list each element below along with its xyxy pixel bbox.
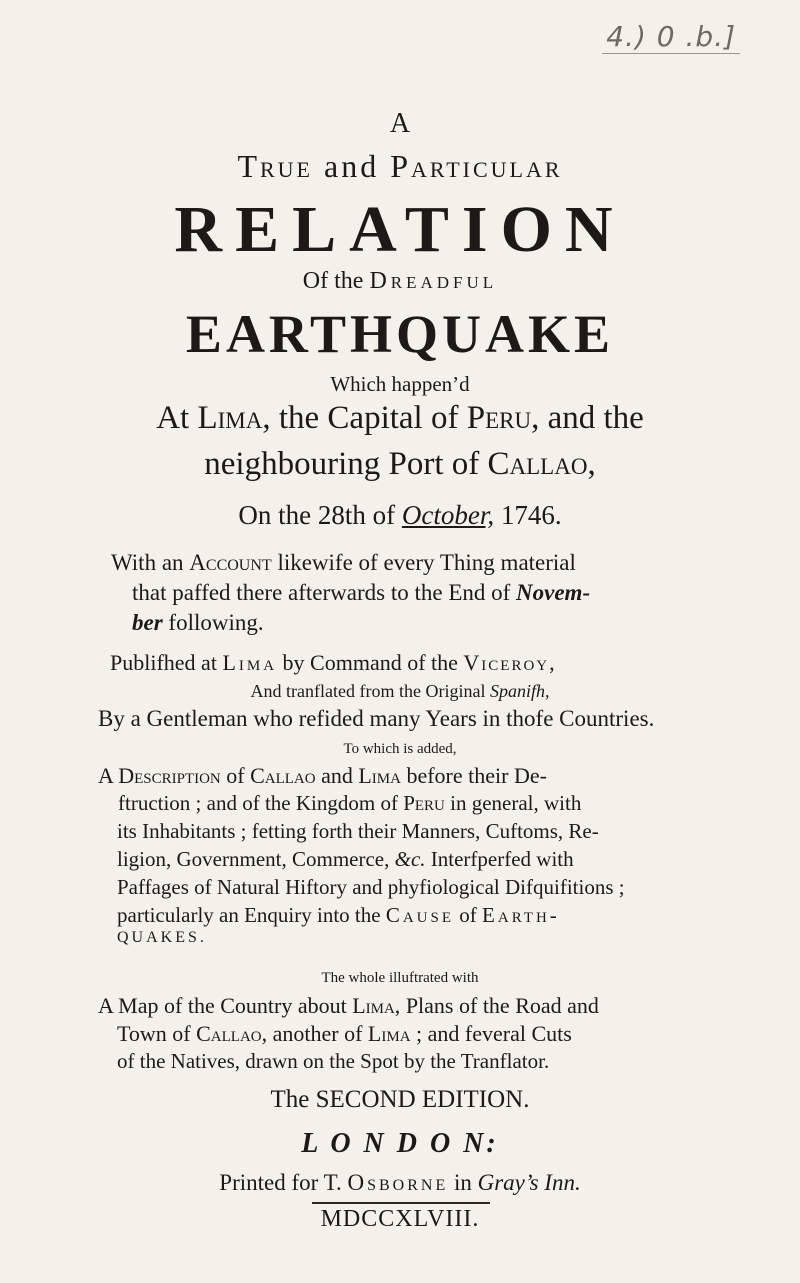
illus-line-1 xyxy=(98,993,599,1019)
added-earth: Earth- xyxy=(482,903,560,927)
added-etc: &c. xyxy=(394,847,426,871)
publish-by-command: by Command of the xyxy=(282,650,458,675)
added-intro: To which is added, xyxy=(343,741,457,757)
title-place-line xyxy=(0,400,800,437)
publish-line-2 xyxy=(0,681,800,702)
added-line-2 xyxy=(118,791,581,816)
illus-lima: Lima, xyxy=(352,993,401,1018)
illus-cuts: ; and feveral Cuts xyxy=(416,1021,572,1046)
title-true: True xyxy=(237,148,313,184)
imprint-printed-line xyxy=(0,1170,800,1196)
title-and-the: and the xyxy=(547,400,644,436)
publish-line-3: By a Gentleman who refided many Years in thofe Countries. xyxy=(98,706,655,731)
title-dreadful: Dreadful xyxy=(369,268,498,294)
shelfmark: 4.) 0 .b.] xyxy=(602,20,740,54)
added-interfperfed: Interfperfed with xyxy=(430,847,574,871)
title-capital-of: the Capital of xyxy=(278,400,459,436)
illus-lima-2: Lima xyxy=(367,1021,411,1046)
imprint-year: MDCCXLVIII. xyxy=(320,1206,480,1232)
added-of-2: of xyxy=(459,903,477,927)
account-that-paffed: that paffed there afterwards to the End of xyxy=(132,580,511,605)
illus-line-2 xyxy=(117,1021,572,1047)
account-line-3 xyxy=(132,610,264,636)
imprint-city: L O N D O N: xyxy=(301,1128,499,1159)
added-description: Description xyxy=(118,763,221,788)
imprint-printer: Osborne xyxy=(347,1170,449,1195)
imprint-rule xyxy=(312,1202,490,1204)
account-following: following. xyxy=(168,610,264,635)
imprint-printed-for: Printed for T. xyxy=(219,1170,342,1195)
account-with-an: With an xyxy=(111,550,184,575)
account-line-2 xyxy=(132,580,590,606)
illus-town-of: Town of xyxy=(117,1021,191,1046)
added-of: of xyxy=(226,763,245,788)
title-relation: RELATION xyxy=(174,193,626,266)
title-callao: Callao, xyxy=(487,446,596,482)
account-ber: ber xyxy=(132,610,163,635)
edition: The SECOND EDITION. xyxy=(270,1086,530,1113)
added-and: and xyxy=(321,763,353,788)
title-article: A xyxy=(389,108,411,139)
added-peru: Peru xyxy=(403,791,445,815)
publish-lima: Lima xyxy=(222,650,278,675)
added-line-5: Paffages of Natural Hiftory and phyfiological Difquifitions ; xyxy=(117,875,625,899)
publish-spanifh: Spanifh, xyxy=(489,681,550,701)
title-true-and-particular xyxy=(0,148,800,185)
title-october: October, xyxy=(401,500,495,530)
account-likewife: likewife of every Thing material xyxy=(277,550,576,575)
added-in-general: in general, with xyxy=(450,791,582,815)
title-on-the: On the 28th of xyxy=(238,500,396,530)
title-port-line xyxy=(0,446,800,483)
account-word: Account xyxy=(189,550,272,575)
added-callao: Callao xyxy=(250,763,316,788)
publish-publifhed-at: Publifhed at xyxy=(110,650,217,675)
imprint-place: Gray’s Inn. xyxy=(477,1170,581,1195)
publish-viceroy: Viceroy, xyxy=(463,650,557,675)
title-of-the: Of the xyxy=(302,268,364,294)
account-line-1 xyxy=(111,550,576,576)
title-lima: Lima, xyxy=(197,400,271,436)
illus-intro: The whole illuftrated with xyxy=(321,970,479,986)
added-lima: Lima xyxy=(358,763,401,788)
added-line-1 xyxy=(98,763,547,789)
added-particularly: particularly an Enquiry into the xyxy=(117,903,381,927)
added-line-4 xyxy=(117,847,574,872)
title-year: 1746. xyxy=(500,500,562,530)
added-ftruction: ftruction ; and of the Kingdom of xyxy=(118,791,398,815)
title-earthquake: EARTHQUAKE xyxy=(185,304,615,364)
illus-callao: Callao, xyxy=(196,1021,268,1046)
added-line-7: QUAKES. xyxy=(117,929,207,946)
title-at: At xyxy=(156,400,190,436)
publish-line-1 xyxy=(110,650,557,676)
title-peru: Peru, xyxy=(466,400,540,436)
added-ligion: ligion, Government, Commerce, xyxy=(117,847,390,871)
account-novem: Novem- xyxy=(516,580,591,605)
added-line-6 xyxy=(117,903,560,928)
added-a: A xyxy=(98,763,113,788)
title-particular: Particular xyxy=(390,148,563,184)
illus-another: another of xyxy=(272,1021,363,1046)
title-which-happend: Which happen’d xyxy=(330,372,470,396)
illus-plans: Plans of the Road and xyxy=(405,993,599,1018)
title-neighbouring-port: neighbouring Port of xyxy=(204,446,480,482)
added-line-3: its Inhabitants ; fetting forth their Manners, Cuftoms, Re- xyxy=(117,819,599,843)
imprint-in: in xyxy=(453,1170,472,1195)
publish-tranflated: And tranflated from the Original xyxy=(250,681,486,701)
added-before: before their De- xyxy=(406,763,547,788)
illus-map: A Map of the Country about xyxy=(98,993,347,1018)
title-date-line xyxy=(0,500,800,531)
title-and: and xyxy=(323,148,380,184)
added-cause: Cause xyxy=(385,903,455,927)
title-of-the-dreadful xyxy=(0,268,800,295)
illus-line-3: of the Natives, drawn on the Spot by the Tranflator. xyxy=(117,1049,550,1073)
